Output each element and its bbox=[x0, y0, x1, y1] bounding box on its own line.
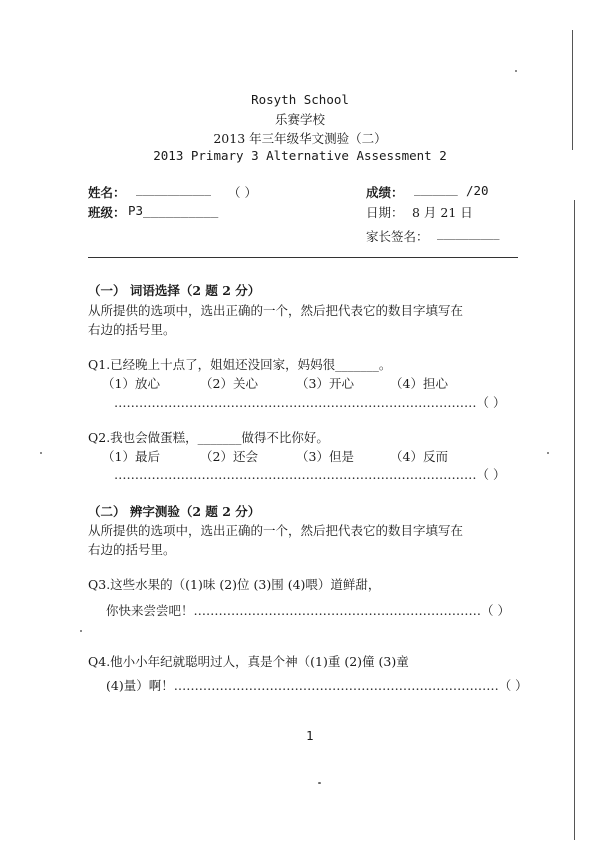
q4-stem: Q4.他小小年纪就聪明过人，真是个神（(1)重 (2)僮 (3)童 bbox=[88, 654, 409, 669]
name-label: 姓名： bbox=[88, 185, 126, 200]
q1-stem: Q1.已经晚上十点了，姐姐还没回家，妈妈很_______。 bbox=[88, 357, 392, 372]
class-field[interactable]: P3__________ bbox=[128, 203, 219, 218]
score-field[interactable]: _______ bbox=[414, 181, 458, 196]
section1-instructions-line1: 从所提供的选项中，选出正确的一个，然后把代表它的数目字填写在 bbox=[88, 303, 464, 318]
section2-title: （二） 辨字测验（2 题 2 分） bbox=[88, 504, 261, 519]
q1-answer-line[interactable]: ……………………………………………………………………………（ ） bbox=[114, 395, 506, 410]
q4-answer-line[interactable]: (4)量）啊！……………………………………………………………………（ ） bbox=[106, 678, 528, 693]
index-number-field[interactable]: （ ） bbox=[228, 185, 257, 200]
q2-option-2: （2）还会 bbox=[200, 449, 258, 464]
scan-speck bbox=[515, 70, 517, 72]
page-number: 1 bbox=[306, 728, 314, 743]
q1-option-4: （4）担心 bbox=[390, 376, 448, 391]
section2-instructions-line2: 右边的括号里。 bbox=[88, 542, 176, 557]
class-label: 班级： bbox=[88, 205, 126, 220]
q2-stem: Q2.我也会做蛋糕，_______做得不比你好。 bbox=[88, 430, 329, 445]
section1-title: （一） 词语选择（2 题 2 分） bbox=[88, 283, 261, 298]
exam-title-cn: 2013 年三年级华文测验（二） bbox=[213, 131, 387, 146]
header-divider bbox=[88, 257, 518, 258]
q3-stem: Q3.这些水果的（(1)味 (2)位 (3)围 (4)喂）道鲜甜， bbox=[88, 577, 381, 592]
parent-signature-field[interactable]: __________ bbox=[437, 225, 500, 240]
q2-option-3: （3）但是 bbox=[296, 449, 354, 464]
exam-title-en: 2013 Primary 3 Alternative Assessment 2 bbox=[153, 148, 447, 163]
score-label: 成绩： bbox=[366, 185, 404, 200]
scan-edge-line bbox=[572, 30, 573, 150]
name-field[interactable]: ____________ bbox=[136, 181, 211, 196]
section1-instructions-line2: 右边的括号里。 bbox=[88, 322, 176, 337]
date-label: 日期： bbox=[366, 205, 404, 220]
q1-option-2: （2）关心 bbox=[200, 376, 258, 391]
q1-option-3: （3）开心 bbox=[296, 376, 354, 391]
q3-answer-line[interactable]: 你快来尝尝吧！……………………………………………………………（ ） bbox=[106, 603, 510, 618]
parent-signature-label: 家长签名： bbox=[366, 229, 429, 244]
q2-answer-line[interactable]: ……………………………………………………………………………（ ） bbox=[114, 467, 506, 482]
section2-instructions-line1: 从所提供的选项中，选出正确的一个，然后把代表它的数目字填写在 bbox=[88, 523, 464, 538]
scan-edge-line bbox=[574, 200, 575, 840]
school-name-cn: 乐赛学校 bbox=[274, 112, 325, 127]
q2-option-1: （1）最后 bbox=[102, 449, 160, 464]
score-total: /20 bbox=[466, 183, 489, 198]
scan-speck bbox=[80, 630, 82, 632]
q1-option-1: （1）放心 bbox=[102, 376, 160, 391]
scan-speck bbox=[40, 452, 42, 454]
scan-speck bbox=[547, 452, 549, 454]
school-name-en: Rosyth School bbox=[251, 92, 349, 107]
q2-option-4: （4）反而 bbox=[390, 449, 448, 464]
date-value: 8 月 21 日 bbox=[412, 205, 473, 220]
scan-speck bbox=[318, 782, 321, 784]
